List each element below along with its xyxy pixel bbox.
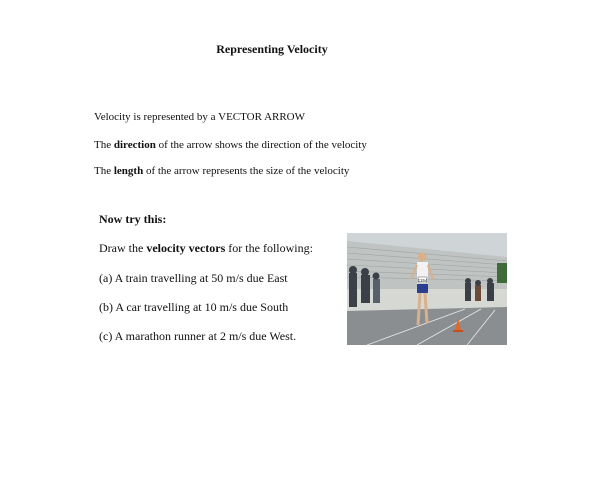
- marathon-runner-photo: [347, 233, 507, 345]
- intro-line-vector-arrow: Velocity is represented by a VECTOR ARROW: [94, 111, 306, 123]
- intro-direction-bold: direction: [113, 139, 156, 151]
- task-item-a: (a) A train travelling at 50 m/s due East: [99, 271, 288, 285]
- intro-direction-post: of the arrow shows the direction of the velocity: [155, 139, 367, 151]
- task-item-b: (b) A car travelling at 10 m/s due South: [99, 300, 289, 314]
- intro-direction-pre: The: [94, 139, 114, 151]
- intro-line-direction: [94, 139, 367, 151]
- task-instruction-post: for the following:: [225, 241, 313, 255]
- page-title: Representing Velocity: [216, 42, 328, 56]
- task-instruction-bold: velocity vectors: [146, 241, 226, 255]
- intro-length-post: of the arrow represents the size of the velocity: [143, 165, 350, 177]
- runner-bib-number: 1154: [417, 278, 428, 283]
- intro-line-length: [94, 165, 349, 177]
- task-instruction-pre: Draw the: [99, 241, 147, 255]
- intro-length-pre: The: [94, 165, 114, 177]
- intro-length-bold: length: [113, 165, 144, 177]
- task-heading: Now try this:: [99, 212, 167, 226]
- task-instruction: [99, 241, 313, 256]
- task-item-c: (c) A marathon runner at 2 m/s due West.: [99, 329, 297, 343]
